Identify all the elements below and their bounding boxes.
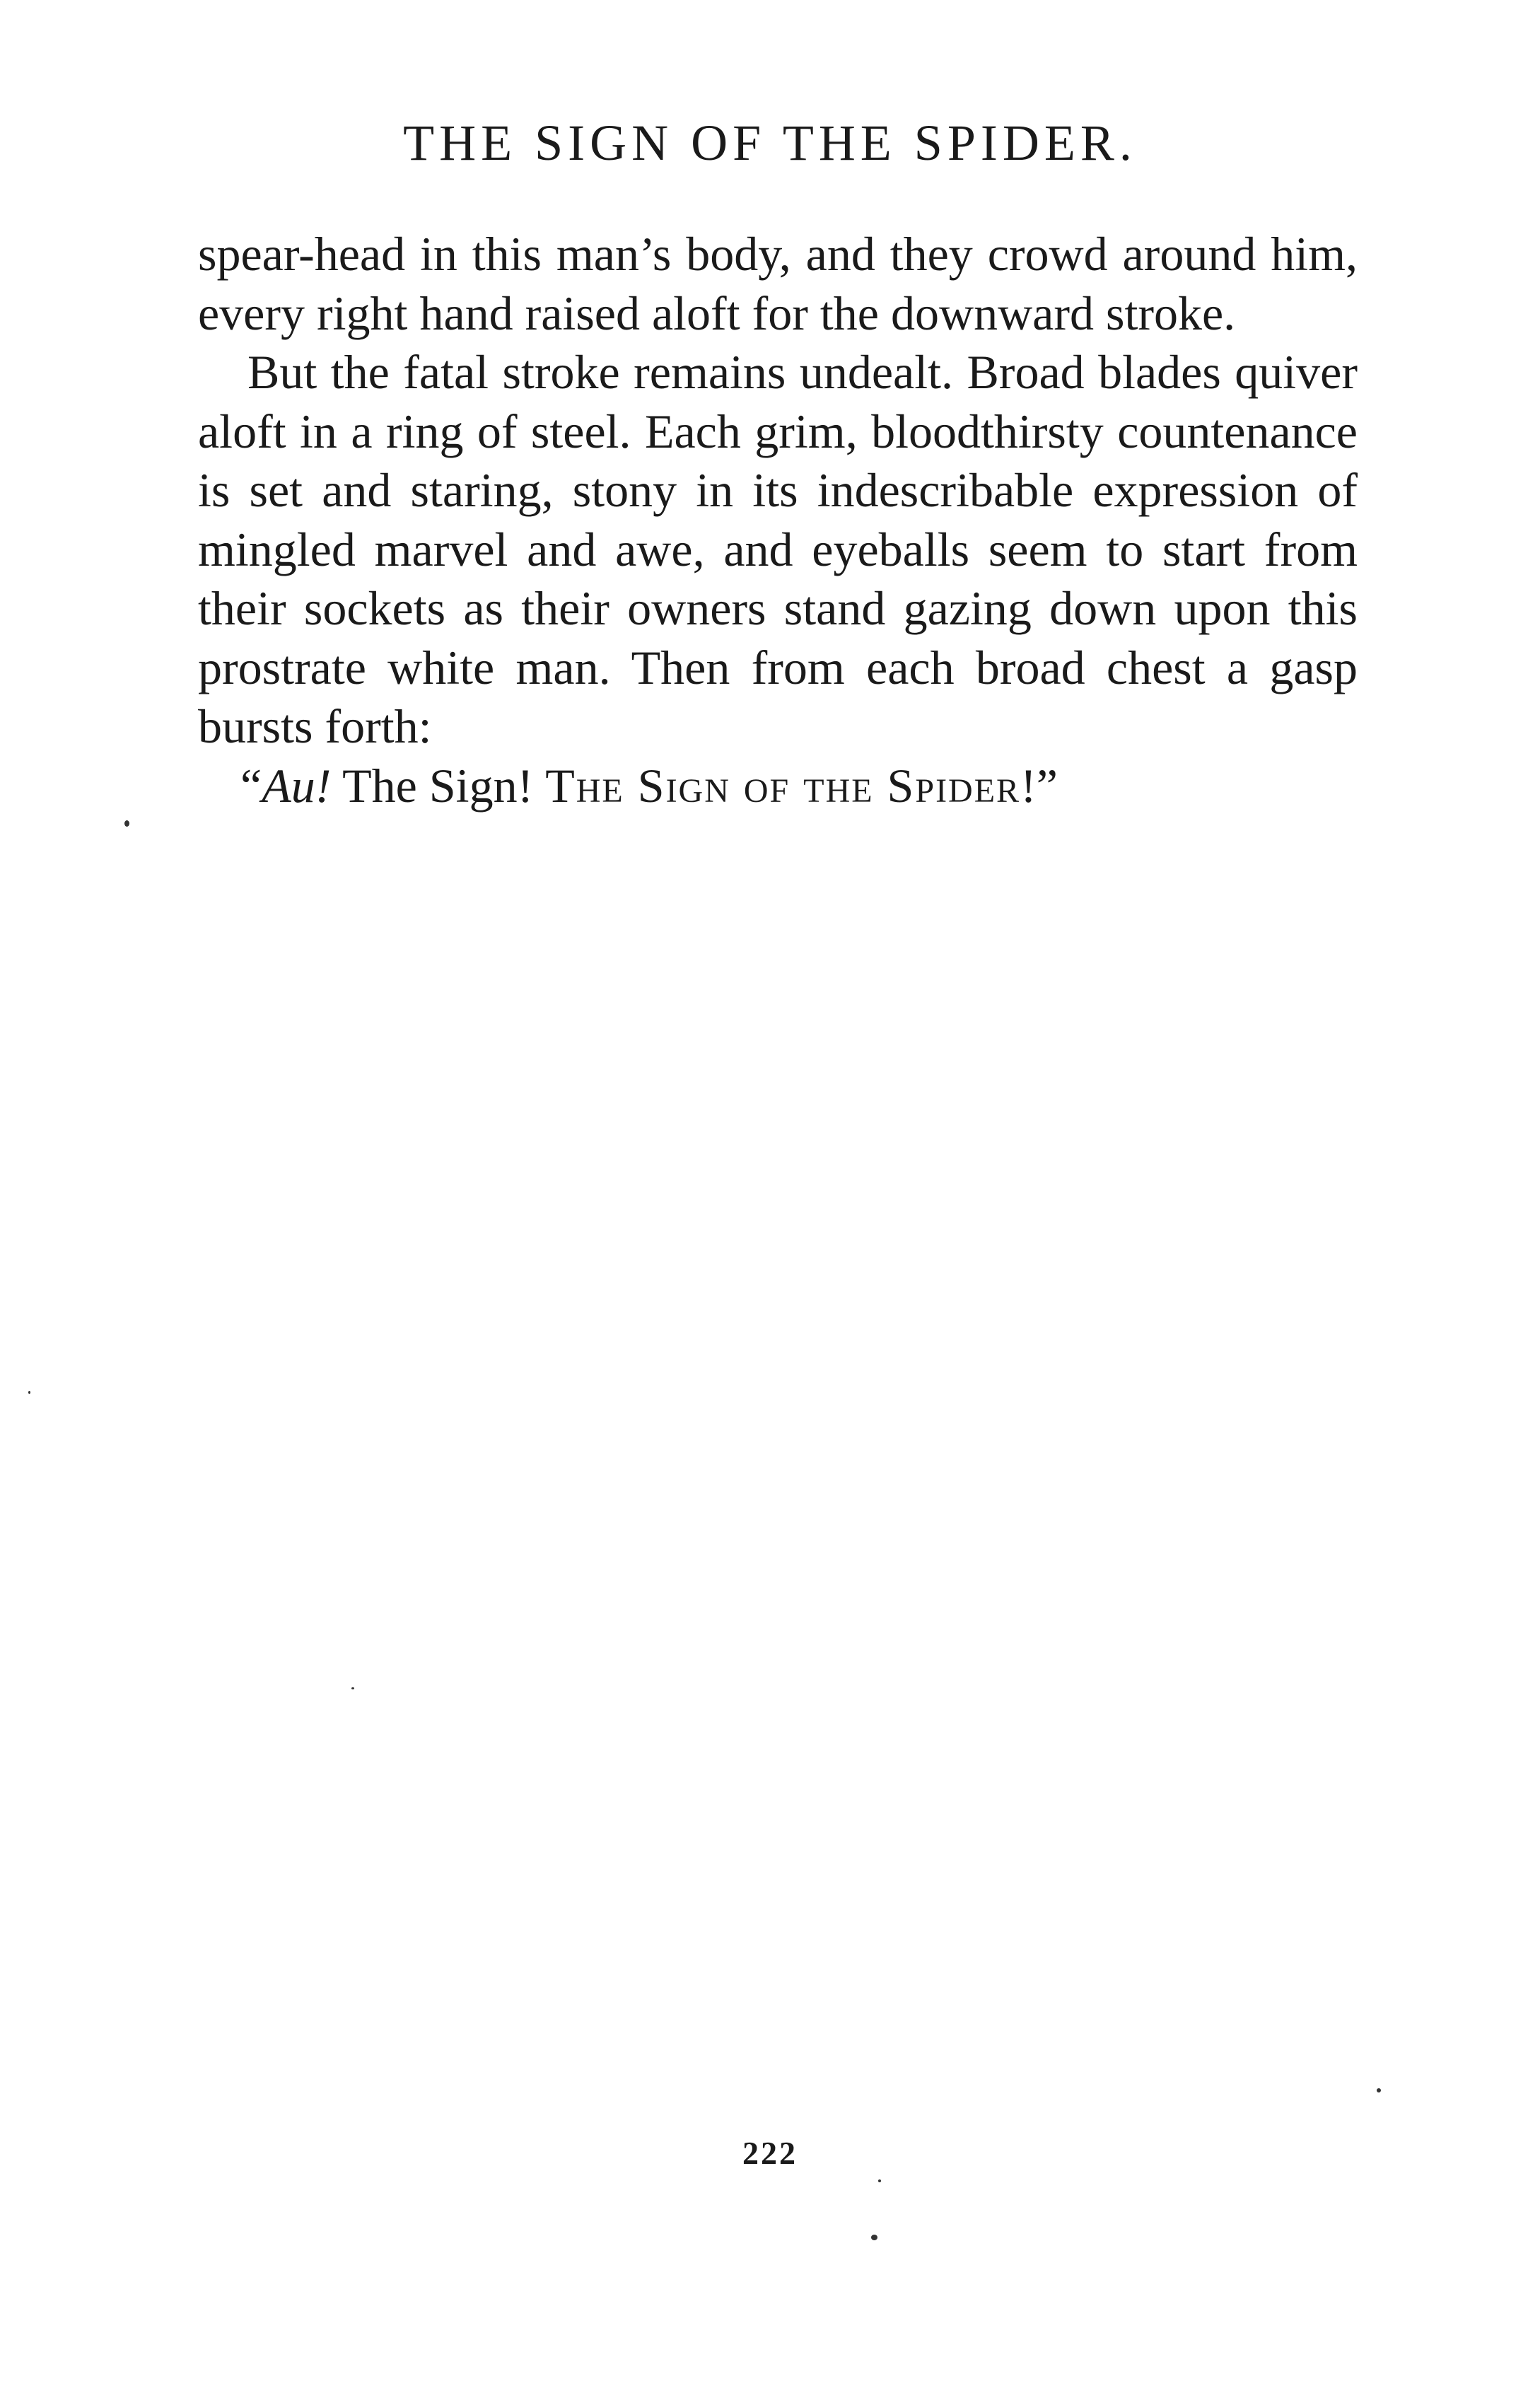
exclamation-middle: The Sign! — [331, 758, 546, 813]
exclamation-close: !” — [1020, 758, 1058, 813]
exclamation-small-caps: The Sign of the Spider — [545, 758, 1021, 813]
scan-speck — [351, 1687, 354, 1689]
scan-speck — [124, 820, 129, 827]
paragraph-1: spear-head in this man’s body, and they crowd around him, every right hand raised aloft for the downward stroke. — [198, 227, 1358, 340]
open-quote: “ — [240, 758, 262, 813]
paragraph-2: But the fatal stroke remains undealt. Broad blades quiver aloft in a ring of steel. Each grim, bloodthirsty countenance is set and staring, stony in its indescribable expression of mingled marvel and awe, and eyeballs seem to start from their sockets as their owners stand gazing down upon this prostrate white man. Then from each broad chest a gasp bursts forth: — [198, 345, 1358, 753]
exclamation-italic: Au! — [262, 758, 332, 813]
exclamation-line — [198, 757, 1358, 816]
scan-speck — [28, 1391, 30, 1394]
body-text — [198, 225, 1358, 815]
scan-speck — [871, 2235, 877, 2240]
scan-speck — [878, 2179, 881, 2182]
scan-speck — [1377, 2088, 1381, 2092]
page-number: 222 — [742, 2135, 798, 2171]
running-head: THE SIGN OF THE SPIDER. — [403, 115, 1137, 171]
